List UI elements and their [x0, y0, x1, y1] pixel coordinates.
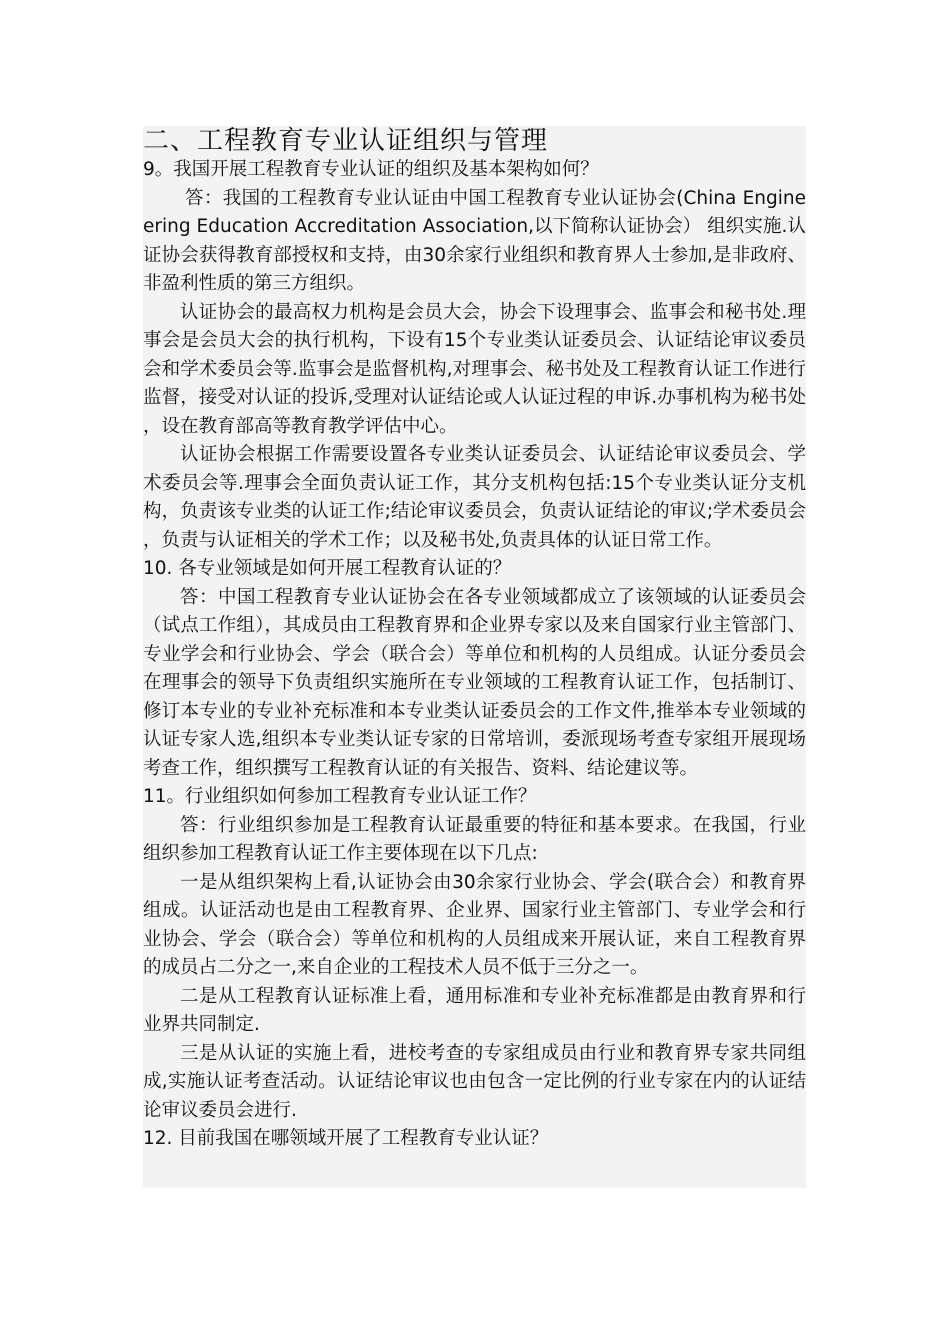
question-11-answer-paragraph-2: 一是从组织架构上看,认证协会由30余家行业协会、学会(联合会）和教育界组成。认证活动也是由工程教育界、企业界、国家行业主管部门、专业学会和行业协会、学会（联合会）等单位和机构的人员组成来开展认证，来自工程教育界的成员占二分之一,来自企业的工程技术人员不低于三分之一。: [143, 871, 806, 978]
question-11-heading: 11。行业组织如何参加工程教育专业认证工作？: [143, 786, 537, 807]
question-11-answer-paragraph-1: 答：行业组织参加是工程教育认证最重要的特征和基本要求。在我国，行业组织参加工程教育认证工作主要体现在以下几点:: [143, 814, 806, 864]
question-9-answer-paragraph-2: 认证协会的最高权力机构是会员大会，协会下设理事会、监事会和秘书处.理事会是会员大会的执行机构，下设有15个专业类认证委员会、认证结论审议委员会和学术委员会等.监事会是监督机构,对理事会、秘书处及工程教育认证工作进行监督，接受对认证的投诉,受理对认证结论或人认证过程的申诉.办事机构为秘书处，设在教育部高等教育教学评估中心。: [143, 301, 806, 437]
question-12-heading: 12. 目前我国在哪领域开展了工程教育专业认证？: [143, 1128, 549, 1149]
question-9-answer-paragraph-3: 认证协会根据工作需要设置各专业类认证委员会、认证结论审议委员会、学术委员会等.理事会全面负责认证工作，其分支机构包括:15个专业类认证分支机构，负责该专业类的认证工作;结论审议委员会，负责认证结论的审议;学术委员会，负责与认证相关的学术工作；以及秘书处,负责具体的认证日常工作。: [143, 444, 806, 551]
section-title: 二、工程教育专业认证组织与管理: [143, 126, 549, 156]
question-9-heading: 9。我国开展工程教育专业认证的组织及基本架构如何？: [143, 159, 599, 180]
question-9-block: [143, 156, 806, 555]
question-10-block: [143, 555, 806, 783]
question-12-block: [143, 1125, 806, 1154]
document-body: [143, 126, 806, 1188]
question-10-answer-paragraph-1: 答：中国工程教育专业认证协会在各专业领域都成立了该领域的认证委员会（试点工作组），其成员由工程教育界和企业界专家以及来自国家行业主管部门、专业学会和行业协会、学会（联合会）等单位和机构的人员组成。认证分委员会在理事会的领导下负责组织实施所在专业领域的工程教育认证工作，包括制订、修订本专业的专业补充标准和本专业类认证委员会的工作文件,推举本专业领域的认证专家人选,组织本专业类认证专家的日常培训，委派现场考查专家组开展现场考查工作，组织撰写工程教育认证的有关报告、资料、结论建议等。: [143, 586, 806, 779]
question-10-heading: 10. 各专业领域是如何开展工程教育认证的？: [143, 558, 512, 579]
question-11-answer-paragraph-4: 三是从认证的实施上看，进校考查的专家组成员由行业和教育界专家共同组成,实施认证考查活动。认证结论审议也由包含一定比例的行业专家在内的认证结论审议委员会进行.: [143, 1042, 806, 1121]
question-11-answer-paragraph-3: 二是从工程教育认证标准上看，通用标准和专业补充标准都是由教育界和行业界共同制定.: [143, 985, 806, 1035]
question-11-block: [143, 783, 806, 1125]
question-9-answer-paragraph-1: 答：我国的工程教育专业认证由中国工程教育专业认证协会(China Engineering Education Accreditation Association,以下简称认证协会） 组织实施.认证协会获得教育部授权和支持，由30余家行业组织和教育界人士参加,是非政府、非盈利性质的第三方组织。: [143, 187, 806, 294]
